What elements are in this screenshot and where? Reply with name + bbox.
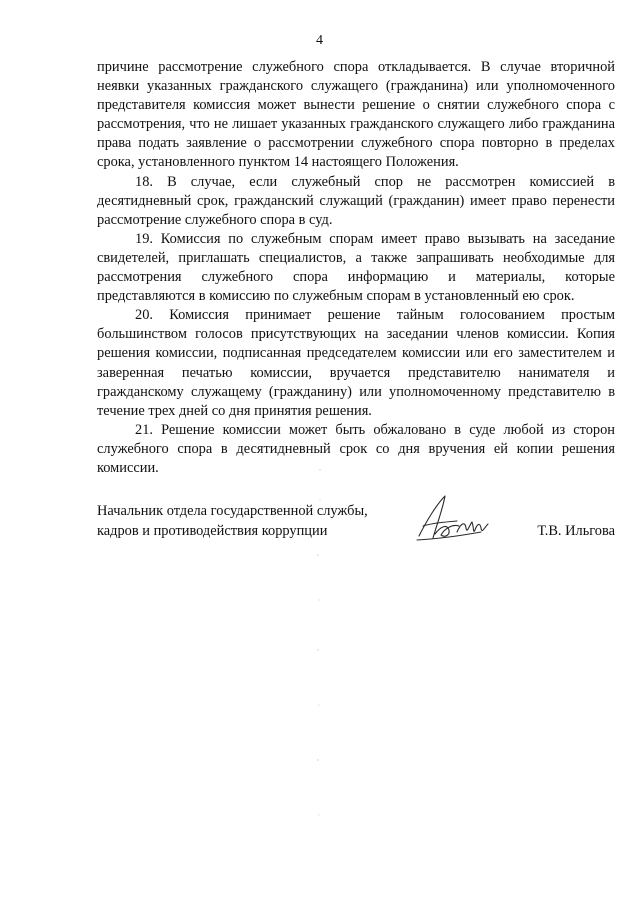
signer-position-line-2: кадров и противодействия коррупции — [97, 522, 328, 539]
signer-name: Т.В. Ильгова — [537, 523, 615, 539]
signature-block — [97, 502, 615, 552]
paragraph-17-continuation: причине рассмотрение служебного спора откладывается. В случае вторичной неявки указанных гражданского служащего (гражданина) или уполномоченного представителя комиссия может вынести решение о снятии служебного спора с рассмотрения, что не лишает указанных гражданского служащего либо гражданина права подать заявление о рассмотрении служебного спора повторно в пределах срока, установленного пунктом 14 настоящего Положения. — [97, 59, 615, 171]
paragraph-21: 21. Решение комиссии может быть обжаловано в суде любой из сторон служебного спора в десятидневный срок со дня вручения ей копии решения комиссии. — [97, 421, 615, 476]
signer-position — [97, 502, 397, 541]
handwritten-signature — [415, 490, 495, 550]
document-body — [97, 58, 615, 478]
signer-position-line-1: Начальник отдела государственной службы, — [97, 503, 368, 519]
page-number: 4 — [316, 33, 323, 48]
paragraph-18: 18. В случае, если служебный спор не рассмотрен комиссией в десятидневный срок, гражданский служащий (гражданин) имеет право перенести рассмотрение служебного спора в суд. — [97, 173, 615, 228]
paragraph-20: 20. Комиссия принимает решение тайным голосованием простым большинством голосов присутствующих на заседании членов комиссии. Копия решения комиссии, подписанная председателем комиссии или его заместителем и заверенная печатью комиссии, вручается представителю нанимателя и гражданскому служащему (гражданину) или уполномоченному представителю в течение трех дней со дня принятия решения. — [97, 307, 615, 419]
paragraph-19: 19. Комиссия по служебным спорам имеет право вызывать на заседание свидетелей, приглашать специалистов, а также запрашивать необходимые для рассмотрения служебного спора информацию и материалы, которые представляются в комиссию по служебным спорам в установленный ею срок. — [97, 230, 615, 305]
